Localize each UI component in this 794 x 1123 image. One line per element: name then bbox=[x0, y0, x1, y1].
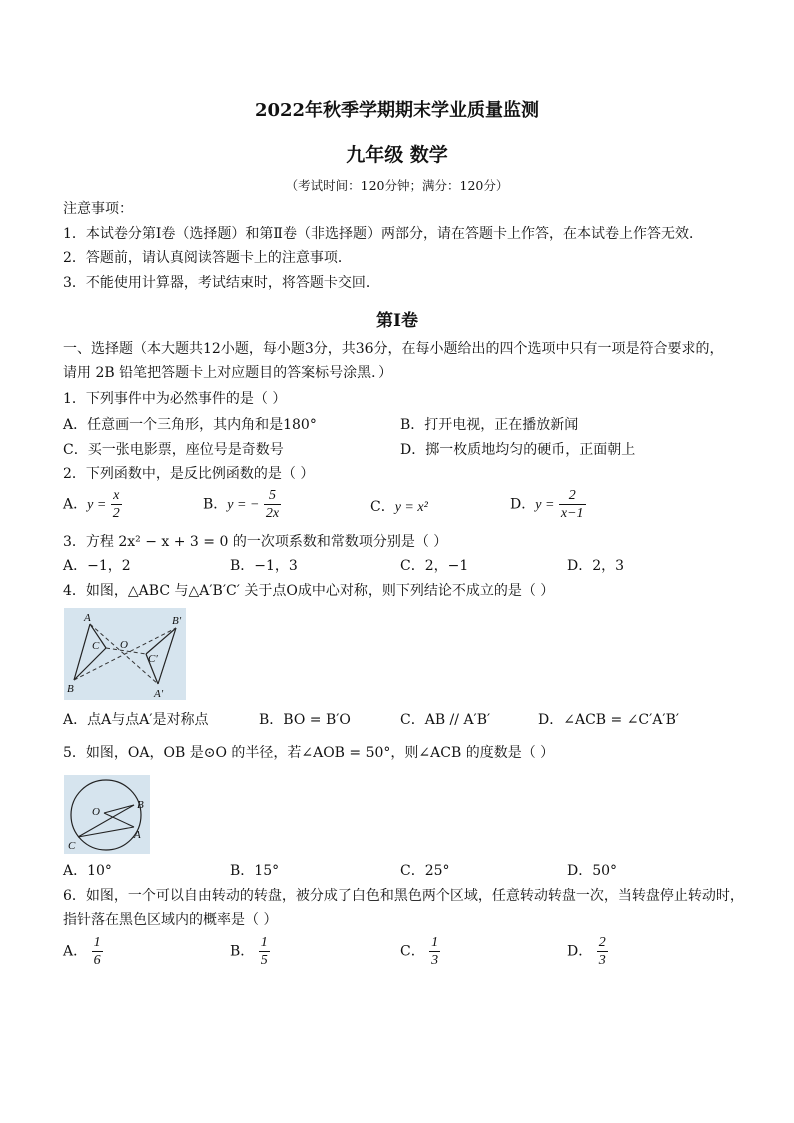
circle-figure bbox=[64, 775, 150, 854]
label-b-prime: B′ bbox=[172, 615, 182, 627]
question-stem: 6．如图，一个可以自由转动的转盘，被分成了白色和黑色两个区域，任意转动转盘一次，当转盘停止转动时， bbox=[63, 888, 744, 904]
note-item: 2．答题前，请认真阅读答题卡上的注意事项． bbox=[63, 250, 352, 266]
label-b: B bbox=[137, 799, 144, 811]
option-b: B．BO = B′O bbox=[259, 712, 351, 728]
label-c: C bbox=[92, 640, 100, 652]
exam-subtitle: 九年级 数学 bbox=[346, 144, 448, 166]
option-a: A．10° bbox=[63, 863, 112, 879]
option-b: B．15° bbox=[230, 863, 280, 879]
option-a: A．y = $\frac{x}{2}$ bbox=[63, 488, 120, 521]
note-item: 1．本试卷分第Ⅰ卷（选择题）和第Ⅱ卷（非选择题）两部分，请在答题卡上作答，在本试卷上作答无效． bbox=[63, 226, 703, 242]
exam-info: （考试时间：120分钟；满分：120分） bbox=[285, 178, 509, 193]
part-intro: 一、选择题（本大题共12小题，每小题3分，共36分，在每小题给出的四个选项中只有一项是符合要求的， bbox=[63, 341, 724, 357]
option-d: D．掷一枚质地均匀的硬币，正面朝上 bbox=[400, 442, 636, 458]
option-d: D． $\frac{2}{3}$ bbox=[567, 935, 606, 968]
option-c: C．AB // A′B′ bbox=[400, 712, 491, 728]
symmetry-figure bbox=[64, 608, 186, 700]
question-stem: 5．如图，OA，OB 是⊙O 的半径，若∠AOB = 50°，则∠ACB 的度数是（ ） bbox=[63, 745, 555, 761]
option-b: B．y = − $\frac{5}{2x}$ bbox=[203, 488, 280, 521]
label-c: C bbox=[68, 840, 76, 852]
section-title: 第Ⅰ卷 bbox=[376, 311, 418, 331]
label-c-prime: C′ bbox=[148, 653, 158, 665]
option-c: C．25° bbox=[400, 863, 450, 879]
option-b: B．−1，3 bbox=[230, 558, 298, 574]
note-item: 3．不能使用计算器，考试结束时，将答题卡交回． bbox=[63, 275, 380, 291]
option-c: C．买一张电影票，座位号是奇数号 bbox=[63, 442, 284, 458]
notes-heading: 注意事项： bbox=[63, 201, 133, 217]
question-stem: 1．下列事件中为必然事件的是（ ） bbox=[63, 391, 287, 407]
option-c: C．2，−1 bbox=[400, 558, 469, 574]
label-b: B bbox=[67, 683, 74, 695]
option-d: D．y = $\frac{2}{x-1}$ bbox=[510, 488, 584, 521]
option-d: D．∠ACB = ∠C′A′B′ bbox=[538, 712, 680, 728]
option-c: C．y = x² bbox=[370, 499, 428, 515]
label-o: O bbox=[92, 806, 100, 818]
option-a: A．点A与点A′是对称点 bbox=[63, 712, 209, 728]
question-stem: 2．下列函数中，是反比例函数的是（ ） bbox=[63, 466, 315, 482]
part-intro: 请用 2B 铅笔把答题卡上对应题目的答案标号涂黑．） bbox=[63, 365, 393, 381]
label-a-prime: A′ bbox=[154, 688, 164, 700]
question-stem: 指针落在黑色区域内的概率是（ ） bbox=[63, 912, 278, 928]
option-a: A．−1，2 bbox=[63, 558, 131, 574]
label-a: A bbox=[84, 612, 91, 624]
option-a: A．任意画一个三角形，其内角和是180° bbox=[63, 417, 317, 433]
option-b: B．打开电视，正在播放新闻 bbox=[400, 417, 579, 433]
option-d: D．50° bbox=[567, 863, 618, 879]
option-a: A． $\frac{1}{6}$ bbox=[63, 935, 101, 968]
question-stem: 3．方程 2x² − x + 3 = 0 的一次项系数和常数项分别是（ ） bbox=[63, 534, 448, 550]
option-b: B． $\frac{1}{5}$ bbox=[230, 935, 268, 968]
label-o: O bbox=[120, 639, 128, 651]
option-c: C． $\frac{1}{3}$ bbox=[400, 935, 439, 968]
question-stem: 4．如图，△ABC 与△A′B′C′ 关于点O成中心对称，则下列结论不成立的是（ ） bbox=[63, 583, 555, 599]
exam-title: 2022年秋季学期期末学业质量监测 bbox=[254, 100, 540, 121]
option-d: D．2，3 bbox=[567, 558, 625, 574]
label-a: A bbox=[134, 829, 141, 841]
